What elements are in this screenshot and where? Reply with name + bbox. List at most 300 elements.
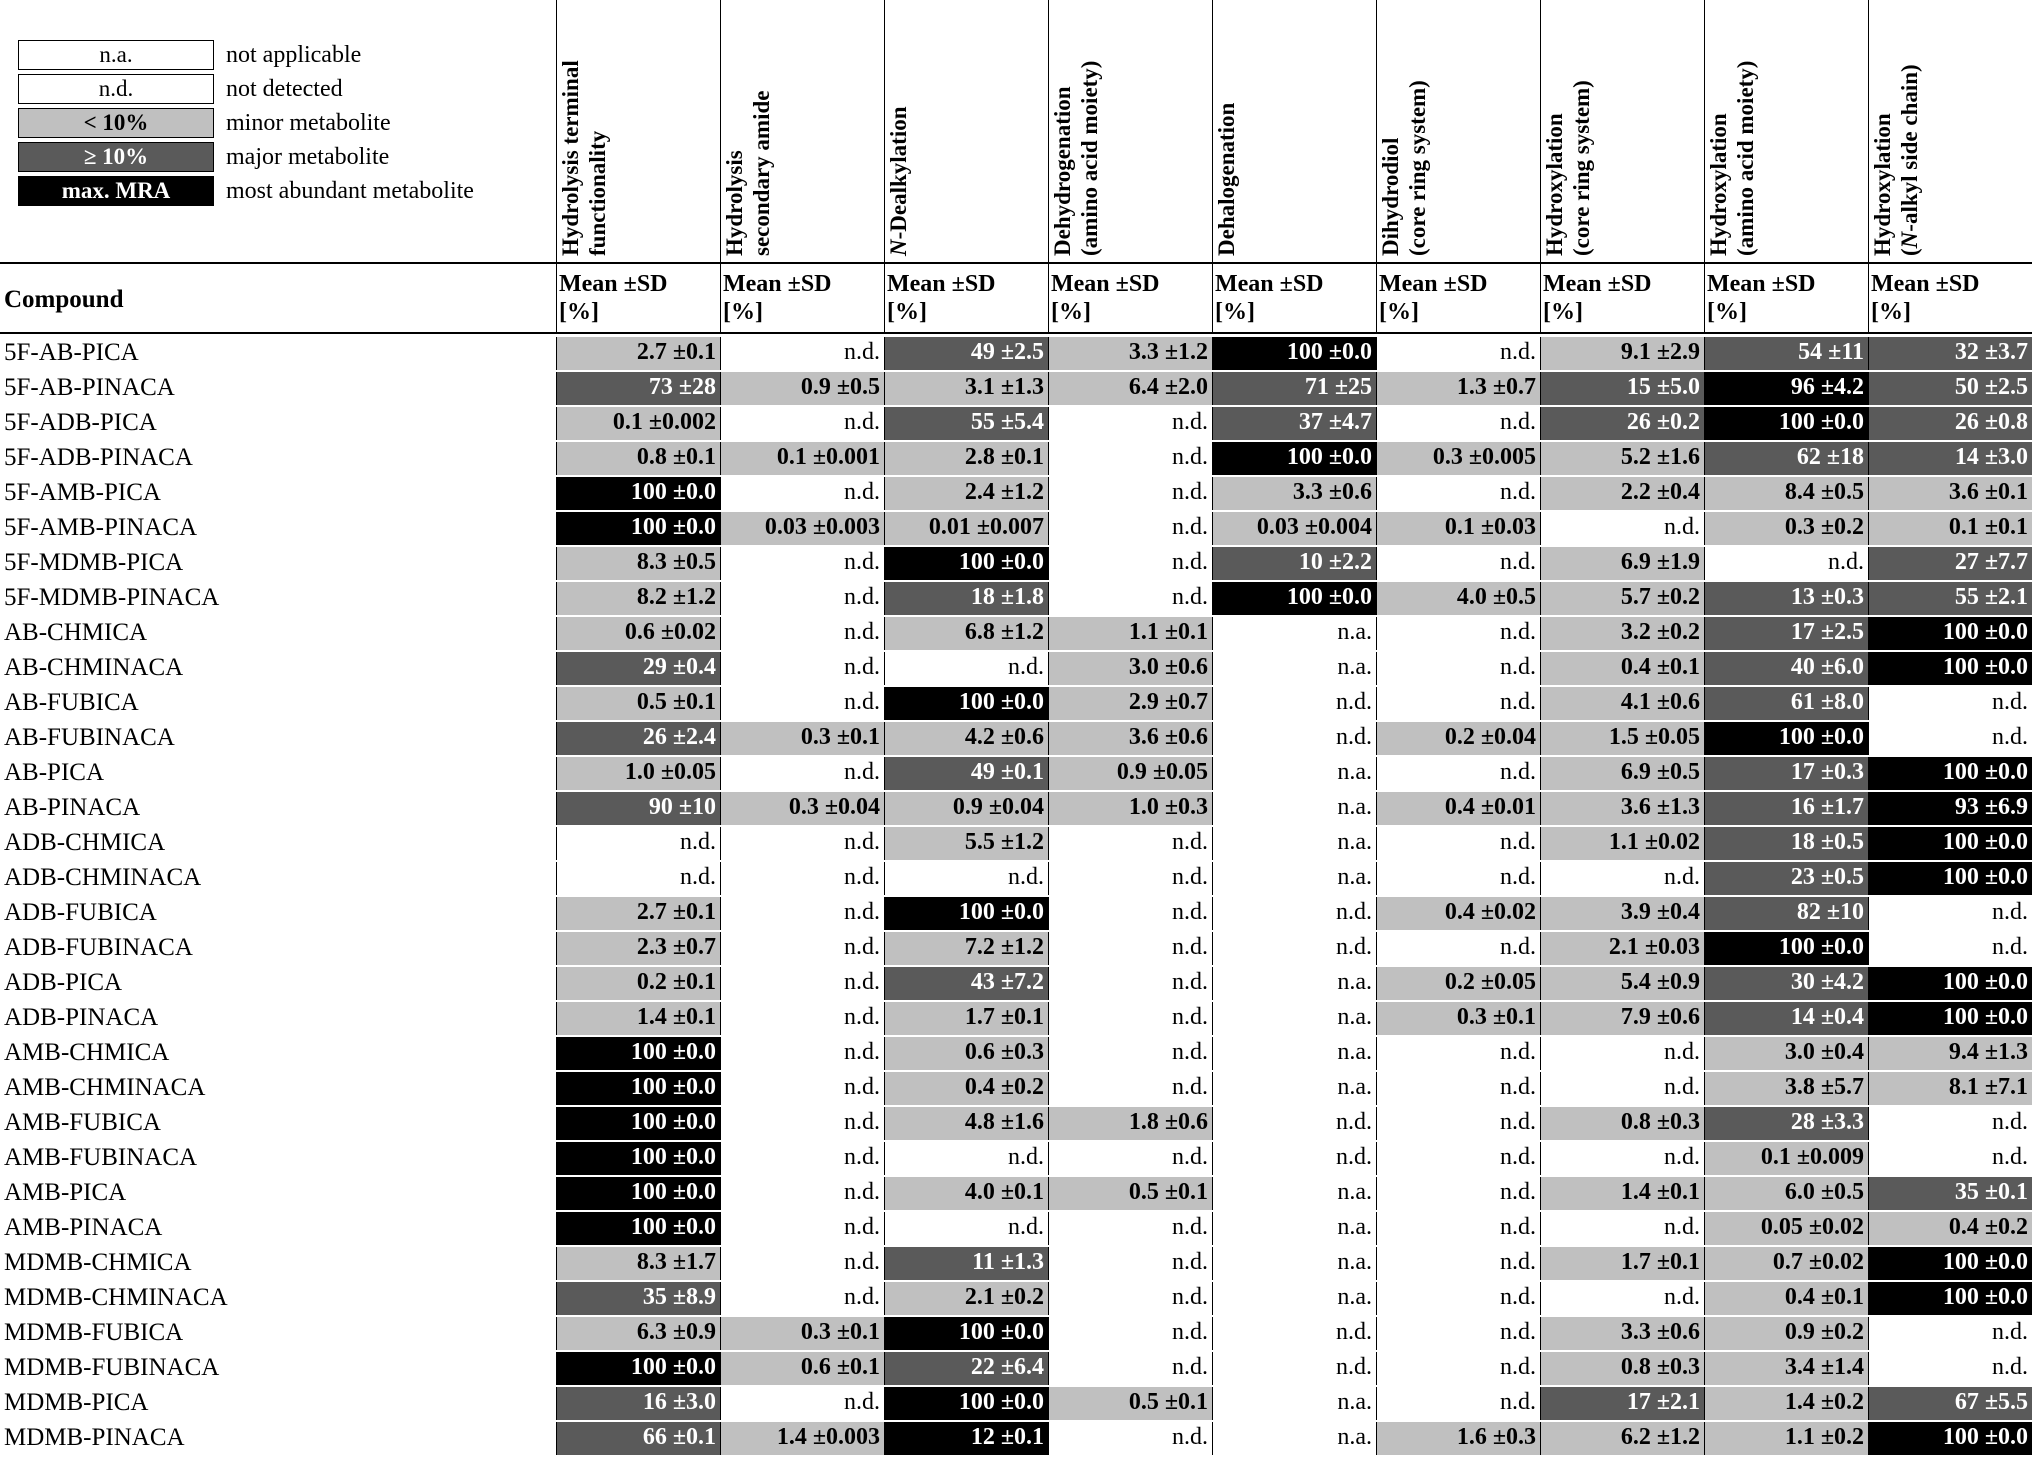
unit-label: [%]	[887, 299, 927, 325]
table-row	[0, 721, 2032, 756]
compound-name: 5F-MDMB-PICA	[4, 549, 184, 576]
mean-sd-label: Mean ±SD	[559, 271, 668, 297]
value-cell: 14 ±0.4	[1704, 1002, 1868, 1035]
unit-label: [%]	[559, 299, 599, 325]
table-row	[0, 1141, 2032, 1176]
legend-swatch: n.d.	[18, 74, 214, 104]
value-cell: n.d.	[1376, 862, 1540, 895]
value-cell: 0.3 ±0.1	[1376, 1002, 1540, 1035]
value-cell: n.d.	[1048, 407, 1212, 440]
value-cell: n.d.	[1048, 1422, 1212, 1455]
mean-sd-label: Mean ±SD	[1051, 271, 1160, 297]
value-cell: 1.4 ±0.1	[556, 1002, 720, 1035]
value-cell: 0.1 ±0.002	[556, 407, 720, 440]
compound-name: ADB-FUBINACA	[4, 934, 193, 961]
mean-sd-header	[556, 264, 720, 332]
value-cell: 1.0 ±0.3	[1048, 792, 1212, 825]
value-cell: n.d.	[1376, 477, 1540, 510]
value-cell: n.d.	[720, 337, 884, 370]
compound-name: ADB-PICA	[4, 969, 123, 996]
value-cell: n.a.	[1212, 1247, 1376, 1280]
value-cell: 17 ±2.1	[1540, 1387, 1704, 1420]
value-cell: 100 ±0.0	[1868, 967, 2032, 1000]
value-cell: n.d.	[1376, 1247, 1540, 1280]
value-cell: n.d.	[1212, 1352, 1376, 1385]
value-cell: 0.8 ±0.1	[556, 442, 720, 475]
value-cell: n.d.	[720, 1282, 884, 1315]
value-cell: 100 ±0.0	[1704, 932, 1868, 965]
value-cell: 17 ±2.5	[1704, 617, 1868, 650]
mean-sd-label: Mean ±SD	[1215, 271, 1324, 297]
unit-label: [%]	[1215, 299, 1255, 325]
value-cell: n.a.	[1212, 1387, 1376, 1420]
compound-name: AMB-CHMINACA	[4, 1074, 206, 1101]
compound-name: ADB-PINACA	[4, 1004, 159, 1031]
column-header-label	[1541, 1, 1595, 258]
value-cell: 14 ±3.0	[1868, 442, 2032, 475]
value-cell: n.d.	[720, 407, 884, 440]
value-cell: 100 ±0.0	[1704, 407, 1868, 440]
value-cell: n.d.	[1212, 932, 1376, 965]
table-row	[0, 546, 2032, 581]
value-cell: 0.1 ±0.1	[1868, 512, 2032, 545]
value-cell: n.d.	[1048, 1352, 1212, 1385]
table-row	[0, 651, 2032, 686]
value-cell: 1.7 ±0.1	[1540, 1247, 1704, 1280]
value-cell: 2.1 ±0.03	[1540, 932, 1704, 965]
value-cell: 100 ±0.0	[1868, 862, 2032, 895]
value-cell: 15 ±5.0	[1540, 372, 1704, 405]
value-cell: 27 ±7.7	[1868, 547, 2032, 580]
value-cell: 4.2 ±0.6	[884, 722, 1048, 755]
value-cell: 1.6 ±0.3	[1376, 1422, 1540, 1455]
compound-name: 5F-AMB-PINACA	[4, 514, 198, 541]
sub-header-row	[0, 262, 2032, 334]
value-cell: 5.4 ±0.9	[1540, 967, 1704, 1000]
unit-label: [%]	[1051, 299, 1091, 325]
value-cell: 2.8 ±0.1	[884, 442, 1048, 475]
compound-name: MDMB-PICA	[4, 1389, 149, 1416]
compound-name: 5F-AB-PICA	[4, 339, 139, 366]
value-cell: 37 ±4.7	[1212, 407, 1376, 440]
legend-swatch: ≥ 10%	[18, 142, 214, 172]
column-header-label	[557, 1, 611, 258]
value-cell: n.d.	[720, 1107, 884, 1140]
value-cell: 0.05 ±0.02	[1704, 1212, 1868, 1245]
value-cell: n.d.	[1212, 1107, 1376, 1140]
column-header-line: (core ring system)	[1569, 80, 1594, 256]
value-cell: 2.9 ±0.7	[1048, 687, 1212, 720]
value-cell: 22 ±6.4	[884, 1352, 1048, 1385]
value-cell: 96 ±4.2	[1704, 372, 1868, 405]
value-cell: 3.6 ±0.1	[1868, 477, 2032, 510]
value-cell: n.a.	[1212, 862, 1376, 895]
value-cell: 0.4 ±0.02	[1376, 897, 1540, 930]
value-cell: n.d.	[1048, 1037, 1212, 1070]
value-cell: 100 ±0.0	[1212, 442, 1376, 475]
value-cell: n.d.	[720, 1037, 884, 1070]
column-header	[1704, 0, 1868, 262]
value-cell: 0.01 ±0.007	[884, 512, 1048, 545]
value-cell: 0.9 ±0.2	[1704, 1317, 1868, 1350]
value-cell: 2.7 ±0.1	[556, 337, 720, 370]
value-cell: n.d.	[1376, 1072, 1540, 1105]
compound-name: MDMB-FUBICA	[4, 1319, 184, 1346]
value-cell: 1.7 ±0.1	[884, 1002, 1048, 1035]
value-cell: 62 ±18	[1704, 442, 1868, 475]
value-cell: 100 ±0.0	[884, 1317, 1048, 1350]
column-header-label	[1705, 1, 1759, 258]
value-cell: n.d.	[884, 652, 1048, 685]
value-cell: 0.2 ±0.1	[556, 967, 720, 1000]
column-header-line: Hydrolysis	[722, 150, 747, 256]
value-cell: 50 ±2.5	[1868, 372, 2032, 405]
value-cell: n.d.	[1376, 1142, 1540, 1175]
mean-sd-header	[1704, 264, 1868, 332]
value-cell: 100 ±0.0	[1704, 722, 1868, 755]
value-cell: 26 ±2.4	[556, 722, 720, 755]
table-row	[0, 931, 2032, 966]
mean-sd-label: Mean ±SD	[1707, 271, 1816, 297]
value-cell: 4.0 ±0.1	[884, 1177, 1048, 1210]
value-cell: n.d.	[1376, 1352, 1540, 1385]
value-cell: n.d.	[1868, 1317, 2032, 1350]
compound-name: ADB-FUBICA	[4, 899, 157, 926]
value-cell: 3.0 ±0.4	[1704, 1037, 1868, 1070]
column-header-line: secondary amide	[749, 90, 774, 256]
value-cell: n.d.	[1376, 1107, 1540, 1140]
column-header-line: Dehalogenation	[1214, 102, 1239, 256]
value-cell: 0.1 ±0.009	[1704, 1142, 1868, 1175]
value-cell: 32 ±3.7	[1868, 337, 2032, 370]
value-cell: n.d.	[1048, 1002, 1212, 1035]
column-header-label	[1869, 1, 1923, 258]
table-row	[0, 1246, 2032, 1281]
compound-name: 5F-AB-PINACA	[4, 374, 175, 401]
mean-sd-label: Mean ±SD	[1379, 271, 1488, 297]
column-header-line: Dehydrogenation	[1050, 86, 1075, 256]
compound-name: MDMB-CHMICA	[4, 1249, 192, 1276]
value-cell: 0.1 ±0.001	[720, 442, 884, 475]
value-cell: n.d.	[1048, 442, 1212, 475]
value-cell: n.d.	[1212, 687, 1376, 720]
value-cell: n.d.	[1048, 547, 1212, 580]
value-cell: n.d.	[720, 547, 884, 580]
value-cell: 49 ±2.5	[884, 337, 1048, 370]
value-cell: 5.5 ±1.2	[884, 827, 1048, 860]
legend-label: not detected	[226, 76, 343, 102]
value-cell: 55 ±2.1	[1868, 582, 2032, 615]
compound-name: 5F-ADB-PINACA	[4, 444, 193, 471]
column-header-line: Hydrolysis terminal	[558, 60, 583, 256]
value-cell: 1.4 ±0.2	[1704, 1387, 1868, 1420]
value-cell: 6.9 ±0.5	[1540, 757, 1704, 790]
value-cell: n.a.	[1212, 1002, 1376, 1035]
value-cell: 90 ±10	[556, 792, 720, 825]
table-row	[0, 1211, 2032, 1246]
table-row	[0, 1071, 2032, 1106]
value-cell: 18 ±0.5	[1704, 827, 1868, 860]
value-cell: n.d.	[720, 652, 884, 685]
value-cell: 3.8 ±5.7	[1704, 1072, 1868, 1105]
compound-name: 5F-MDMB-PINACA	[4, 584, 220, 611]
value-cell: n.a.	[1212, 757, 1376, 790]
value-cell: 26 ±0.2	[1540, 407, 1704, 440]
column-header	[1048, 0, 1212, 262]
column-header-label	[721, 1, 775, 258]
value-cell: 7.2 ±1.2	[884, 932, 1048, 965]
value-cell: 0.2 ±0.05	[1376, 967, 1540, 1000]
legend-swatch: n.a.	[18, 40, 214, 70]
value-cell: n.d.	[1376, 1387, 1540, 1420]
value-cell: 82 ±10	[1704, 897, 1868, 930]
table-row	[0, 581, 2032, 616]
value-cell: n.d.	[1540, 1212, 1704, 1245]
value-cell: 0.5 ±0.1	[1048, 1177, 1212, 1210]
value-cell: n.a.	[1212, 827, 1376, 860]
value-cell: 100 ±0.0	[556, 1107, 720, 1140]
compound-name: AMB-FUBICA	[4, 1109, 161, 1136]
compound-name: AB-PINACA	[4, 794, 141, 821]
value-cell: n.d.	[720, 897, 884, 930]
table-row	[0, 1386, 2032, 1421]
value-cell: n.d.	[1212, 1142, 1376, 1175]
legend-label: minor metabolite	[226, 110, 391, 136]
value-cell: 3.2 ±0.2	[1540, 617, 1704, 650]
value-cell: 0.9 ±0.04	[884, 792, 1048, 825]
column-header-line: (amino acid moiety)	[1733, 60, 1758, 256]
table-row	[0, 686, 2032, 721]
value-cell: 40 ±6.0	[1704, 652, 1868, 685]
value-cell: 10 ±2.2	[1212, 547, 1376, 580]
value-cell: n.a.	[1212, 1177, 1376, 1210]
value-cell: 73 ±28	[556, 372, 720, 405]
value-cell: 4.8 ±1.6	[884, 1107, 1048, 1140]
column-header-line: Dihydrodiol	[1378, 137, 1403, 256]
value-cell: n.d.	[720, 1072, 884, 1105]
value-cell: 2.7 ±0.1	[556, 897, 720, 930]
value-cell: n.a.	[1212, 792, 1376, 825]
value-cell: n.d.	[720, 1177, 884, 1210]
value-cell: 0.03 ±0.003	[720, 512, 884, 545]
value-cell: n.d.	[1212, 897, 1376, 930]
unit-label: [%]	[1379, 299, 1419, 325]
compound-name: 5F-ADB-PICA	[4, 409, 157, 436]
value-cell: 0.5 ±0.1	[556, 687, 720, 720]
table-row	[0, 406, 2032, 441]
mean-sd-header	[1868, 264, 2032, 332]
column-header-line: (amino acid moiety)	[1077, 60, 1102, 256]
column-header-line: (core ring system)	[1405, 80, 1430, 256]
unit-label: [%]	[1543, 299, 1583, 325]
compound-name: MDMB-FUBINACA	[4, 1354, 220, 1381]
value-cell: 1.1 ±0.1	[1048, 617, 1212, 650]
value-cell: 2.4 ±1.2	[884, 477, 1048, 510]
value-cell: 11 ±1.3	[884, 1247, 1048, 1280]
value-cell: 1.5 ±0.05	[1540, 722, 1704, 755]
value-cell: n.a.	[1212, 1422, 1376, 1455]
table-row	[0, 1351, 2032, 1386]
value-cell: n.d.	[1540, 1142, 1704, 1175]
value-cell: 100 ±0.0	[1868, 757, 2032, 790]
value-cell: n.a.	[1212, 1212, 1376, 1245]
value-cell: n.d.	[1212, 722, 1376, 755]
value-cell: 1.0 ±0.05	[556, 757, 720, 790]
value-cell: 6.0 ±0.5	[1704, 1177, 1868, 1210]
value-cell: 12 ±0.1	[884, 1422, 1048, 1455]
value-cell: 0.4 ±0.2	[1868, 1212, 2032, 1245]
value-cell: n.d.	[1868, 1352, 2032, 1385]
legend-swatch: < 10%	[18, 108, 214, 138]
value-cell: n.d.	[884, 1142, 1048, 1175]
column-header-label	[885, 1, 912, 258]
value-cell: n.d.	[1048, 1142, 1212, 1175]
value-cell: 6.9 ±1.9	[1540, 547, 1704, 580]
value-cell: 100 ±0.0	[1868, 617, 2032, 650]
value-cell: 0.8 ±0.3	[1540, 1107, 1704, 1140]
value-cell: 100 ±0.0	[556, 1142, 720, 1175]
value-cell: n.d.	[720, 1387, 884, 1420]
value-cell: n.d.	[1376, 1282, 1540, 1315]
value-cell: n.d.	[1868, 932, 2032, 965]
value-cell: n.d.	[1048, 512, 1212, 545]
value-cell: 0.9 ±0.5	[720, 372, 884, 405]
column-header-line: functionality	[585, 130, 610, 256]
unit-label: [%]	[1871, 299, 1911, 325]
compound-name: AB-CHMINACA	[4, 654, 184, 681]
value-cell: 3.0 ±0.6	[1048, 652, 1212, 685]
value-cell: 100 ±0.0	[884, 547, 1048, 580]
value-cell: 100 ±0.0	[556, 1177, 720, 1210]
column-header	[1540, 0, 1704, 262]
value-cell: n.d.	[1868, 1107, 2032, 1140]
table-row	[0, 1176, 2032, 1211]
value-cell: n.d.	[1376, 757, 1540, 790]
value-cell: n.d.	[1376, 617, 1540, 650]
column-header-line: (N-alkyl side chain)	[1897, 64, 1922, 256]
mean-sd-header	[884, 264, 1048, 332]
value-cell: n.d.	[1048, 477, 1212, 510]
mean-sd-label: Mean ±SD	[887, 271, 996, 297]
column-header-line: N-Dealkylation	[886, 106, 911, 256]
mean-sd-header	[1376, 264, 1540, 332]
value-cell: 100 ±0.0	[556, 1212, 720, 1245]
legend-label: not applicable	[226, 42, 362, 68]
column-header	[1376, 0, 1540, 262]
value-cell: 0.6 ±0.3	[884, 1037, 1048, 1070]
mean-sd-header	[1212, 264, 1376, 332]
value-cell: 100 ±0.0	[1868, 1422, 2032, 1455]
value-cell: 0.6 ±0.1	[720, 1352, 884, 1385]
mean-sd-header	[1048, 264, 1212, 332]
value-cell: 0.3 ±0.2	[1704, 512, 1868, 545]
value-cell: 100 ±0.0	[1868, 652, 2032, 685]
value-cell: 3.3 ±0.6	[1212, 477, 1376, 510]
value-cell: 28 ±3.3	[1704, 1107, 1868, 1140]
value-cell: n.d.	[720, 757, 884, 790]
value-cell: 29 ±0.4	[556, 652, 720, 685]
column-header	[884, 0, 1048, 262]
table-row	[0, 756, 2032, 791]
value-cell: 100 ±0.0	[556, 477, 720, 510]
value-cell: 43 ±7.2	[884, 967, 1048, 1000]
value-cell: n.d.	[720, 932, 884, 965]
table-row	[0, 826, 2032, 861]
value-cell: n.d.	[1048, 932, 1212, 965]
value-cell: n.d.	[1868, 897, 2032, 930]
value-cell: 17 ±0.3	[1704, 757, 1868, 790]
compound-name: 5F-AMB-PICA	[4, 479, 161, 506]
compound-name: ADB-CHMINACA	[4, 864, 202, 891]
column-header	[720, 0, 884, 262]
value-cell: 18 ±1.8	[884, 582, 1048, 615]
value-cell: n.d.	[720, 1002, 884, 1035]
table-row	[0, 1036, 2032, 1071]
value-cell: n.d.	[1048, 1072, 1212, 1105]
column-header	[1868, 0, 2032, 262]
column-header-label	[1049, 1, 1103, 258]
unit-label: [%]	[1707, 299, 1747, 325]
value-cell: n.a.	[1212, 1037, 1376, 1070]
value-cell: 0.6 ±0.02	[556, 617, 720, 650]
value-cell: 8.1 ±7.1	[1868, 1072, 2032, 1105]
value-cell: n.d.	[1048, 862, 1212, 895]
value-cell: 6.2 ±1.2	[1540, 1422, 1704, 1455]
compound-name: MDMB-PINACA	[4, 1424, 185, 1451]
value-cell: 0.9 ±0.05	[1048, 757, 1212, 790]
value-cell: n.a.	[1212, 967, 1376, 1000]
value-cell: 3.3 ±1.2	[1048, 337, 1212, 370]
value-cell: 1.3 ±0.7	[1376, 372, 1540, 405]
value-cell: 4.0 ±0.5	[1376, 582, 1540, 615]
value-cell: 35 ±0.1	[1868, 1177, 2032, 1210]
value-cell: 100 ±0.0	[556, 512, 720, 545]
value-cell: 3.1 ±1.3	[884, 372, 1048, 405]
legend-label: major metabolite	[226, 144, 390, 170]
value-cell: n.d.	[720, 582, 884, 615]
table-row	[0, 336, 2032, 371]
value-cell: 8.3 ±0.5	[556, 547, 720, 580]
column-header-line: Hydroxylation	[1870, 113, 1895, 256]
value-cell: 3.9 ±0.4	[1540, 897, 1704, 930]
value-cell: 8.4 ±0.5	[1704, 477, 1868, 510]
value-cell: n.d.	[1376, 932, 1540, 965]
value-cell: 0.3 ±0.1	[720, 1317, 884, 1350]
value-cell: n.a.	[1212, 1072, 1376, 1105]
value-cell: n.d.	[1704, 547, 1868, 580]
value-cell: n.a.	[1212, 617, 1376, 650]
column-header	[1212, 0, 1376, 262]
value-cell: 13 ±0.3	[1704, 582, 1868, 615]
mean-sd-label: Mean ±SD	[723, 271, 832, 297]
value-cell: 100 ±0.0	[1212, 582, 1376, 615]
table-row	[0, 476, 2032, 511]
value-cell: 100 ±0.0	[556, 1352, 720, 1385]
value-cell: n.d.	[1376, 687, 1540, 720]
value-cell: n.d.	[720, 967, 884, 1000]
value-cell: n.d.	[720, 1142, 884, 1175]
value-cell: 100 ±0.0	[1212, 337, 1376, 370]
table-row	[0, 896, 2032, 931]
table-row	[0, 511, 2032, 546]
value-cell: n.d.	[1048, 967, 1212, 1000]
table-row	[0, 1281, 2032, 1316]
value-cell: 100 ±0.0	[1868, 1282, 2032, 1315]
value-cell: 0.7 ±0.02	[1704, 1247, 1868, 1280]
compound-name: AB-PICA	[4, 759, 105, 786]
value-cell: n.d.	[1212, 1317, 1376, 1350]
value-cell: n.d.	[1376, 827, 1540, 860]
